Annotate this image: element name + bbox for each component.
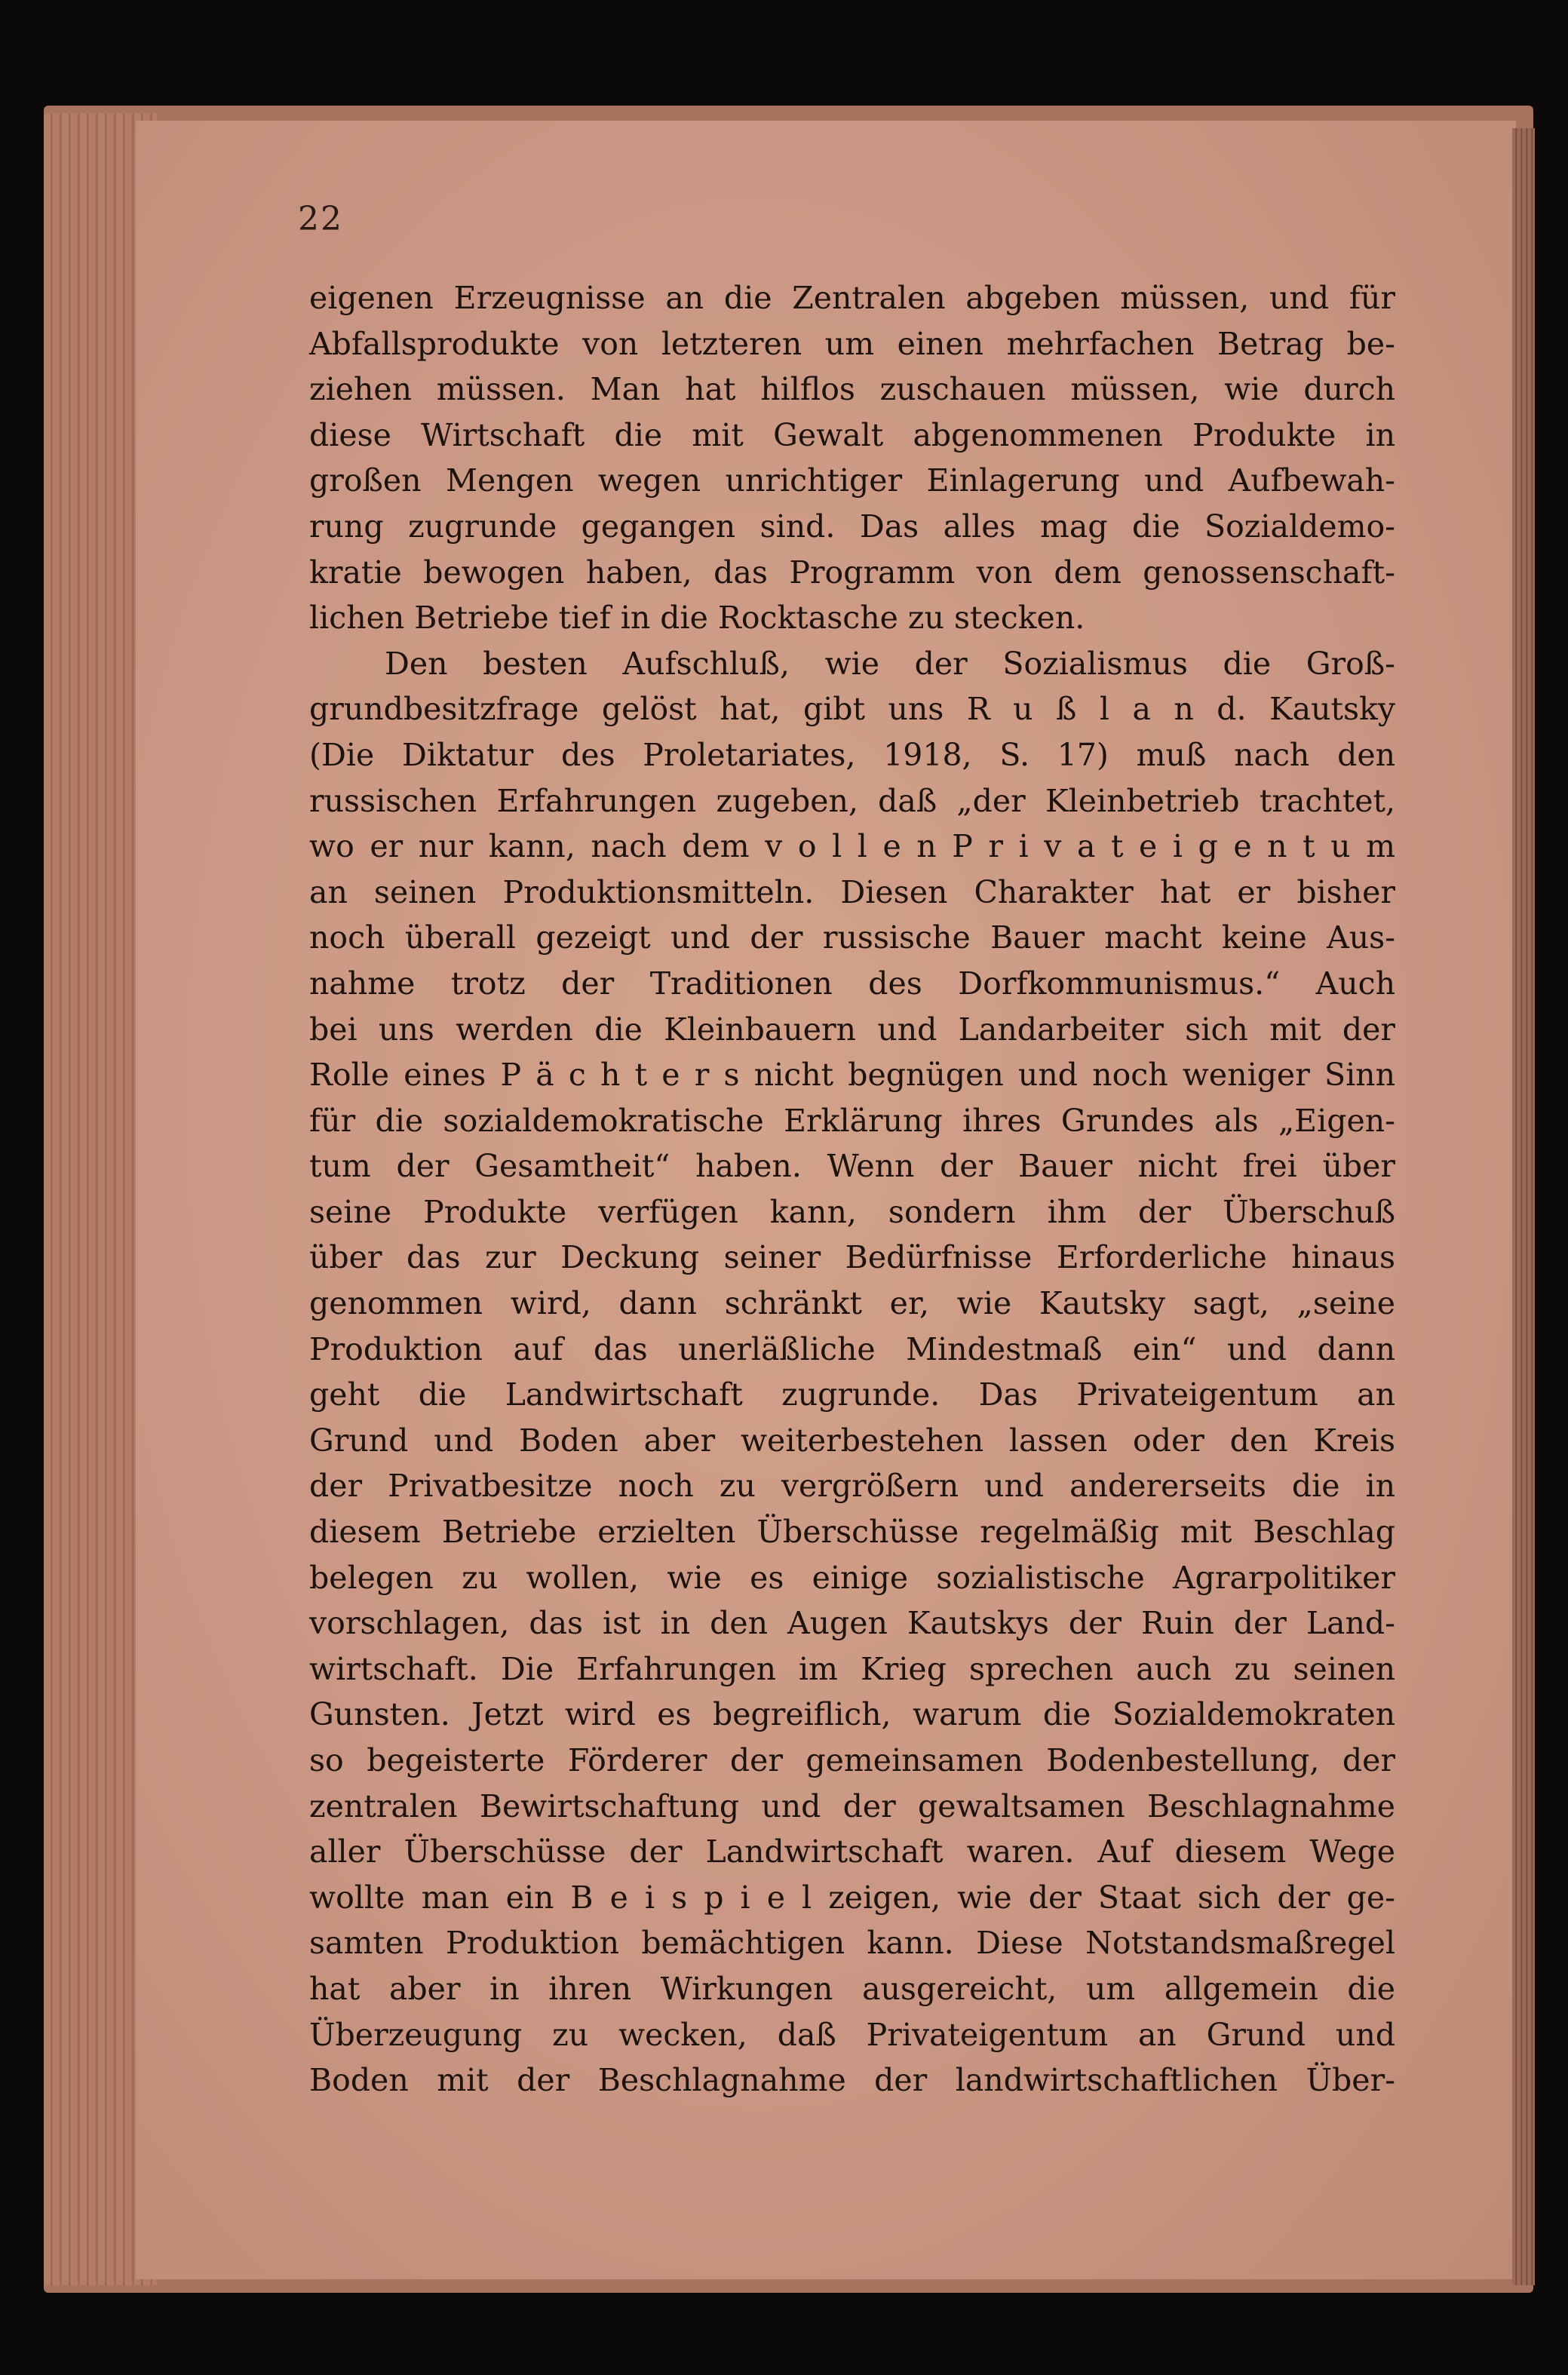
text-line: Rolle eines P ä c h t e r s nicht begnügen und noch weniger Sinn: [309, 1057, 1395, 1094]
text-line: großen Mengen wegen unrichtiger Einlagerung und Aufbewah-: [309, 462, 1395, 499]
text-line: hat aber in ihren Wirkungen ausgereicht, um allgemein die: [309, 1970, 1395, 2007]
text-line: diese Wirtschaft die mit Gewalt abgenommenen Produkte in: [309, 416, 1395, 453]
text-line: Boden mit der Beschlagnahme der landwirtschaftlichen Über-: [309, 2062, 1395, 2099]
text-line: aller Überschüsse der Landwirtschaft waren. Auf diesem Wege: [309, 1833, 1395, 1870]
text-line: (Die Diktatur des Proletariates, 1918, S. 17) muß nach den: [309, 736, 1395, 773]
text-line: Produktion auf das unerläßliche Mindestmaß ein“ und dann: [309, 1330, 1395, 1367]
text-line: der Privatbesitze noch zu vergrößern und andererseits die in: [309, 1468, 1395, 1505]
text-line: wo er nur kann, nach dem v o l l e n P r i v a t e i g e n t u m: [309, 828, 1395, 865]
text-line: diesem Betriebe erzielten Überschüsse regelmäßig mit Beschlag: [309, 1514, 1395, 1551]
text-line: Grund und Boden aber weiterbestehen lassen oder den Kreis: [309, 1422, 1395, 1459]
text-line: Überzeugung zu wecken, daß Privateigentum an Grund und: [309, 2016, 1395, 2053]
text-line: Den besten Aufschluß, wie der Sozialismus die Groß-: [385, 645, 1395, 682]
text-line: samten Produktion bemächtigen kann. Diese Notstandsmaßregel: [309, 1925, 1395, 1962]
text-line: grundbesitzfrage gelöst hat, gibt uns R u ß l a n d. Kautsky: [309, 691, 1395, 728]
body-text: [309, 275, 1395, 2103]
text-line: für die sozialdemokratische Erklärung ihres Grundes als „Eigen-: [309, 1102, 1395, 1139]
text-line: russischen Erfahrungen zugeben, daß „der Kleinbetrieb trachtet,: [309, 782, 1395, 819]
text-line: seine Produkte verfügen kann, sondern ihm der Überschuß: [309, 1193, 1395, 1230]
text-line: zentralen Bewirtschaftung und der gewaltsamen Beschlagnahme: [309, 1787, 1395, 1824]
text-line: ziehen müssen. Man hat hilflos zuschauen müssen, wie durch: [309, 371, 1395, 408]
text-line: Abfallsprodukte von letzteren um einen mehrfachen Betrag be-: [309, 325, 1395, 362]
page-edges-right: [1512, 128, 1535, 2285]
text-line: an seinen Produktionsmitteln. Diesen Charakter hat er bisher: [309, 873, 1395, 910]
text-line: tum der Gesamtheit“ haben. Wenn der Bauer nicht frei über: [309, 1148, 1395, 1185]
text-line: wollte man ein B e i s p i e l zeigen, wie der Staat sich der ge-: [309, 1879, 1395, 1916]
text-line: vorschlagen, das ist in den Augen Kautskys der Ruin der Land-: [309, 1605, 1395, 1642]
text-line: rung zugrunde gegangen sind. Das alles mag die Sozialdemo-: [309, 508, 1395, 545]
text-line: noch überall gezeigt und der russische Bauer macht keine Aus-: [309, 919, 1395, 956]
text-line: über das zur Deckung seiner Bedürfnisse Erforderliche hinaus: [309, 1239, 1395, 1276]
text-line: eigenen Erzeugnisse an die Zentralen abgeben müssen, und für: [309, 280, 1395, 316]
text-line: wirtschaft. Die Erfahrungen im Krieg sprechen auch zu seinen: [309, 1650, 1395, 1687]
text-line: lichen Betriebe tief in die Rocktasche zu stecken.: [309, 600, 1085, 637]
text-line: nahme trotz der Traditionen des Dorfkommunismus.“ Auch: [309, 965, 1395, 1002]
text-line: genommen wird, dann schränkt er, wie Kautsky sagt, „seine: [309, 1285, 1395, 1322]
page-number: 22: [298, 200, 343, 238]
text-line: bei uns werden die Kleinbauern und Landarbeiter sich mit der: [309, 1011, 1395, 1048]
text-line: kratie bewogen haben, das Programm von dem genossenschaft-: [309, 554, 1395, 591]
text-line: so begeisterte Förderer der gemeinsamen Bodenbestellung, der: [309, 1742, 1395, 1778]
text-line: geht die Landwirtschaft zugrunde. Das Privateigentum an: [309, 1376, 1395, 1413]
text-line: Gunsten. Jetzt wird es begreiflich, warum die Sozialdemokraten: [309, 1696, 1395, 1733]
text-line: belegen zu wollen, wie es einige sozialistische Agrarpolitiker: [309, 1559, 1395, 1596]
